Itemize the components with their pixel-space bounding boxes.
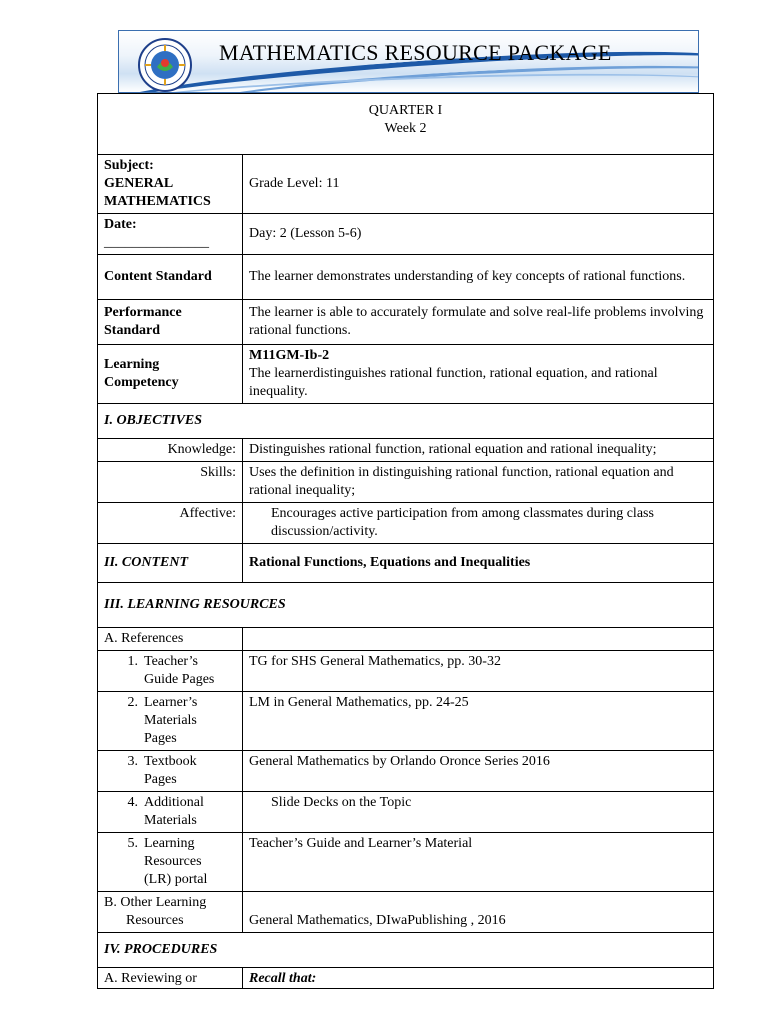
- objectives-heading: I. OBJECTIVES: [104, 413, 203, 428]
- skills-text: Uses the definition in distinguishing rational function, rational equation and rational inequality;: [249, 465, 674, 498]
- performance-standard-label: Standard: [104, 323, 161, 338]
- resource-value: General Mathematics by Orlando Oronce Series 2016: [249, 754, 550, 769]
- resource-value: Teacher’s Guide and Learner’s Material: [249, 836, 473, 851]
- grade-level: Grade Level: 11: [249, 176, 340, 191]
- subject-value: MATHEMATICS: [104, 194, 211, 209]
- knowledge-row: [98, 439, 714, 462]
- skills-row: [98, 462, 714, 503]
- learning-competency-row: [98, 345, 714, 404]
- content-standard-label: Content Standard: [104, 269, 212, 284]
- objectives-heading-row: [98, 404, 714, 439]
- performance-standard-label: Performance: [104, 305, 182, 320]
- learning-competency-label: Learning: [104, 357, 160, 372]
- content-heading: II. CONTENT: [104, 555, 189, 570]
- other-resources-row: [98, 892, 714, 933]
- date-blank: _______________: [104, 235, 209, 250]
- resource-row: [98, 792, 714, 833]
- week-label: Week 2: [384, 121, 427, 136]
- quarter-row: [98, 94, 714, 155]
- knowledge-text: Distinguishes rational function, rational equation and rational inequality;: [249, 442, 657, 457]
- resource-row: [98, 833, 714, 892]
- content-standard-row: [98, 255, 714, 300]
- resource-row: [98, 692, 714, 751]
- resource-row: [98, 751, 714, 792]
- learning-competency-label: Competency: [104, 375, 179, 390]
- affective-label: Affective:: [179, 506, 236, 521]
- subject-row: [98, 155, 714, 214]
- content-row: [98, 544, 714, 583]
- resources-heading-row: [98, 583, 714, 628]
- content-text: Rational Functions, Equations and Inequalities: [249, 555, 531, 570]
- reviewing-label: A. Reviewing or: [104, 971, 197, 986]
- quarter-label: QUARTER I: [368, 103, 443, 118]
- procedures-heading: IV. PROCEDURES: [104, 942, 218, 957]
- subject-value: GENERAL: [104, 176, 174, 191]
- subject-label: Subject:: [104, 158, 154, 173]
- other-resources-label: B. Other Learning: [104, 895, 207, 910]
- other-resources-value: General Mathematics, DIwaPublishing , 2016: [249, 913, 506, 928]
- knowledge-label: Knowledge:: [167, 442, 236, 457]
- references-row: [98, 628, 714, 651]
- date-label: Date:: [104, 217, 137, 232]
- competency-code: M11GM-Ib-2: [249, 348, 330, 363]
- resource-value: LM in General Mathematics, pp. 24-25: [249, 695, 469, 710]
- day-label: Day: 2 (Lesson 5-6): [249, 226, 362, 241]
- resource-row: [98, 651, 714, 692]
- resource-label: Learning Resources (LR) portal: [144, 836, 208, 887]
- affective-row: [98, 503, 714, 544]
- resource-num: 3.: [127, 754, 138, 769]
- lesson-plan-table: [97, 93, 714, 989]
- content-standard-text: The learner demonstrates understanding of key concepts of rational functions.: [249, 269, 686, 284]
- affective-text: Encourages active participation from among classmates during class discussion/activity.: [271, 506, 654, 539]
- resource-num: 4.: [127, 795, 138, 810]
- performance-standard-text: The learner is able to accurately formulate and solve real-life problems involving rational functions.: [249, 305, 704, 338]
- resource-label: Textbook Pages: [144, 754, 197, 787]
- competency-text: The learnerdistinguishes rational function, rational equation, and rational inequality.: [249, 366, 658, 399]
- resource-value: TG for SHS General Mathematics, pp. 30-32: [249, 654, 501, 669]
- other-resources-label: Resources: [126, 913, 184, 928]
- date-row: [98, 214, 714, 255]
- references-label: A. References: [104, 631, 184, 646]
- resource-value: Slide Decks on the Topic: [271, 795, 412, 810]
- procedures-heading-row: [98, 933, 714, 968]
- resources-heading: III. LEARNING RESOURCES: [104, 597, 286, 612]
- resource-num: 1.: [127, 654, 138, 669]
- reviewing-row: [98, 968, 714, 989]
- resource-num: 5.: [127, 836, 138, 851]
- resource-label: Teacher’s Guide Pages: [144, 654, 215, 687]
- resource-label: Learner’s Materials Pages: [144, 695, 198, 746]
- page-header-banner: [118, 30, 699, 93]
- skills-label: Skills:: [200, 465, 236, 480]
- page-title: MATHEMATICS RESOURCE PACKAGE: [219, 40, 612, 65]
- resource-label: Additional Materials: [144, 795, 204, 828]
- recall-text: Recall that:: [249, 971, 317, 986]
- resource-num: 2.: [127, 695, 138, 710]
- deped-seal-icon: [137, 37, 193, 93]
- performance-standard-row: [98, 300, 714, 345]
